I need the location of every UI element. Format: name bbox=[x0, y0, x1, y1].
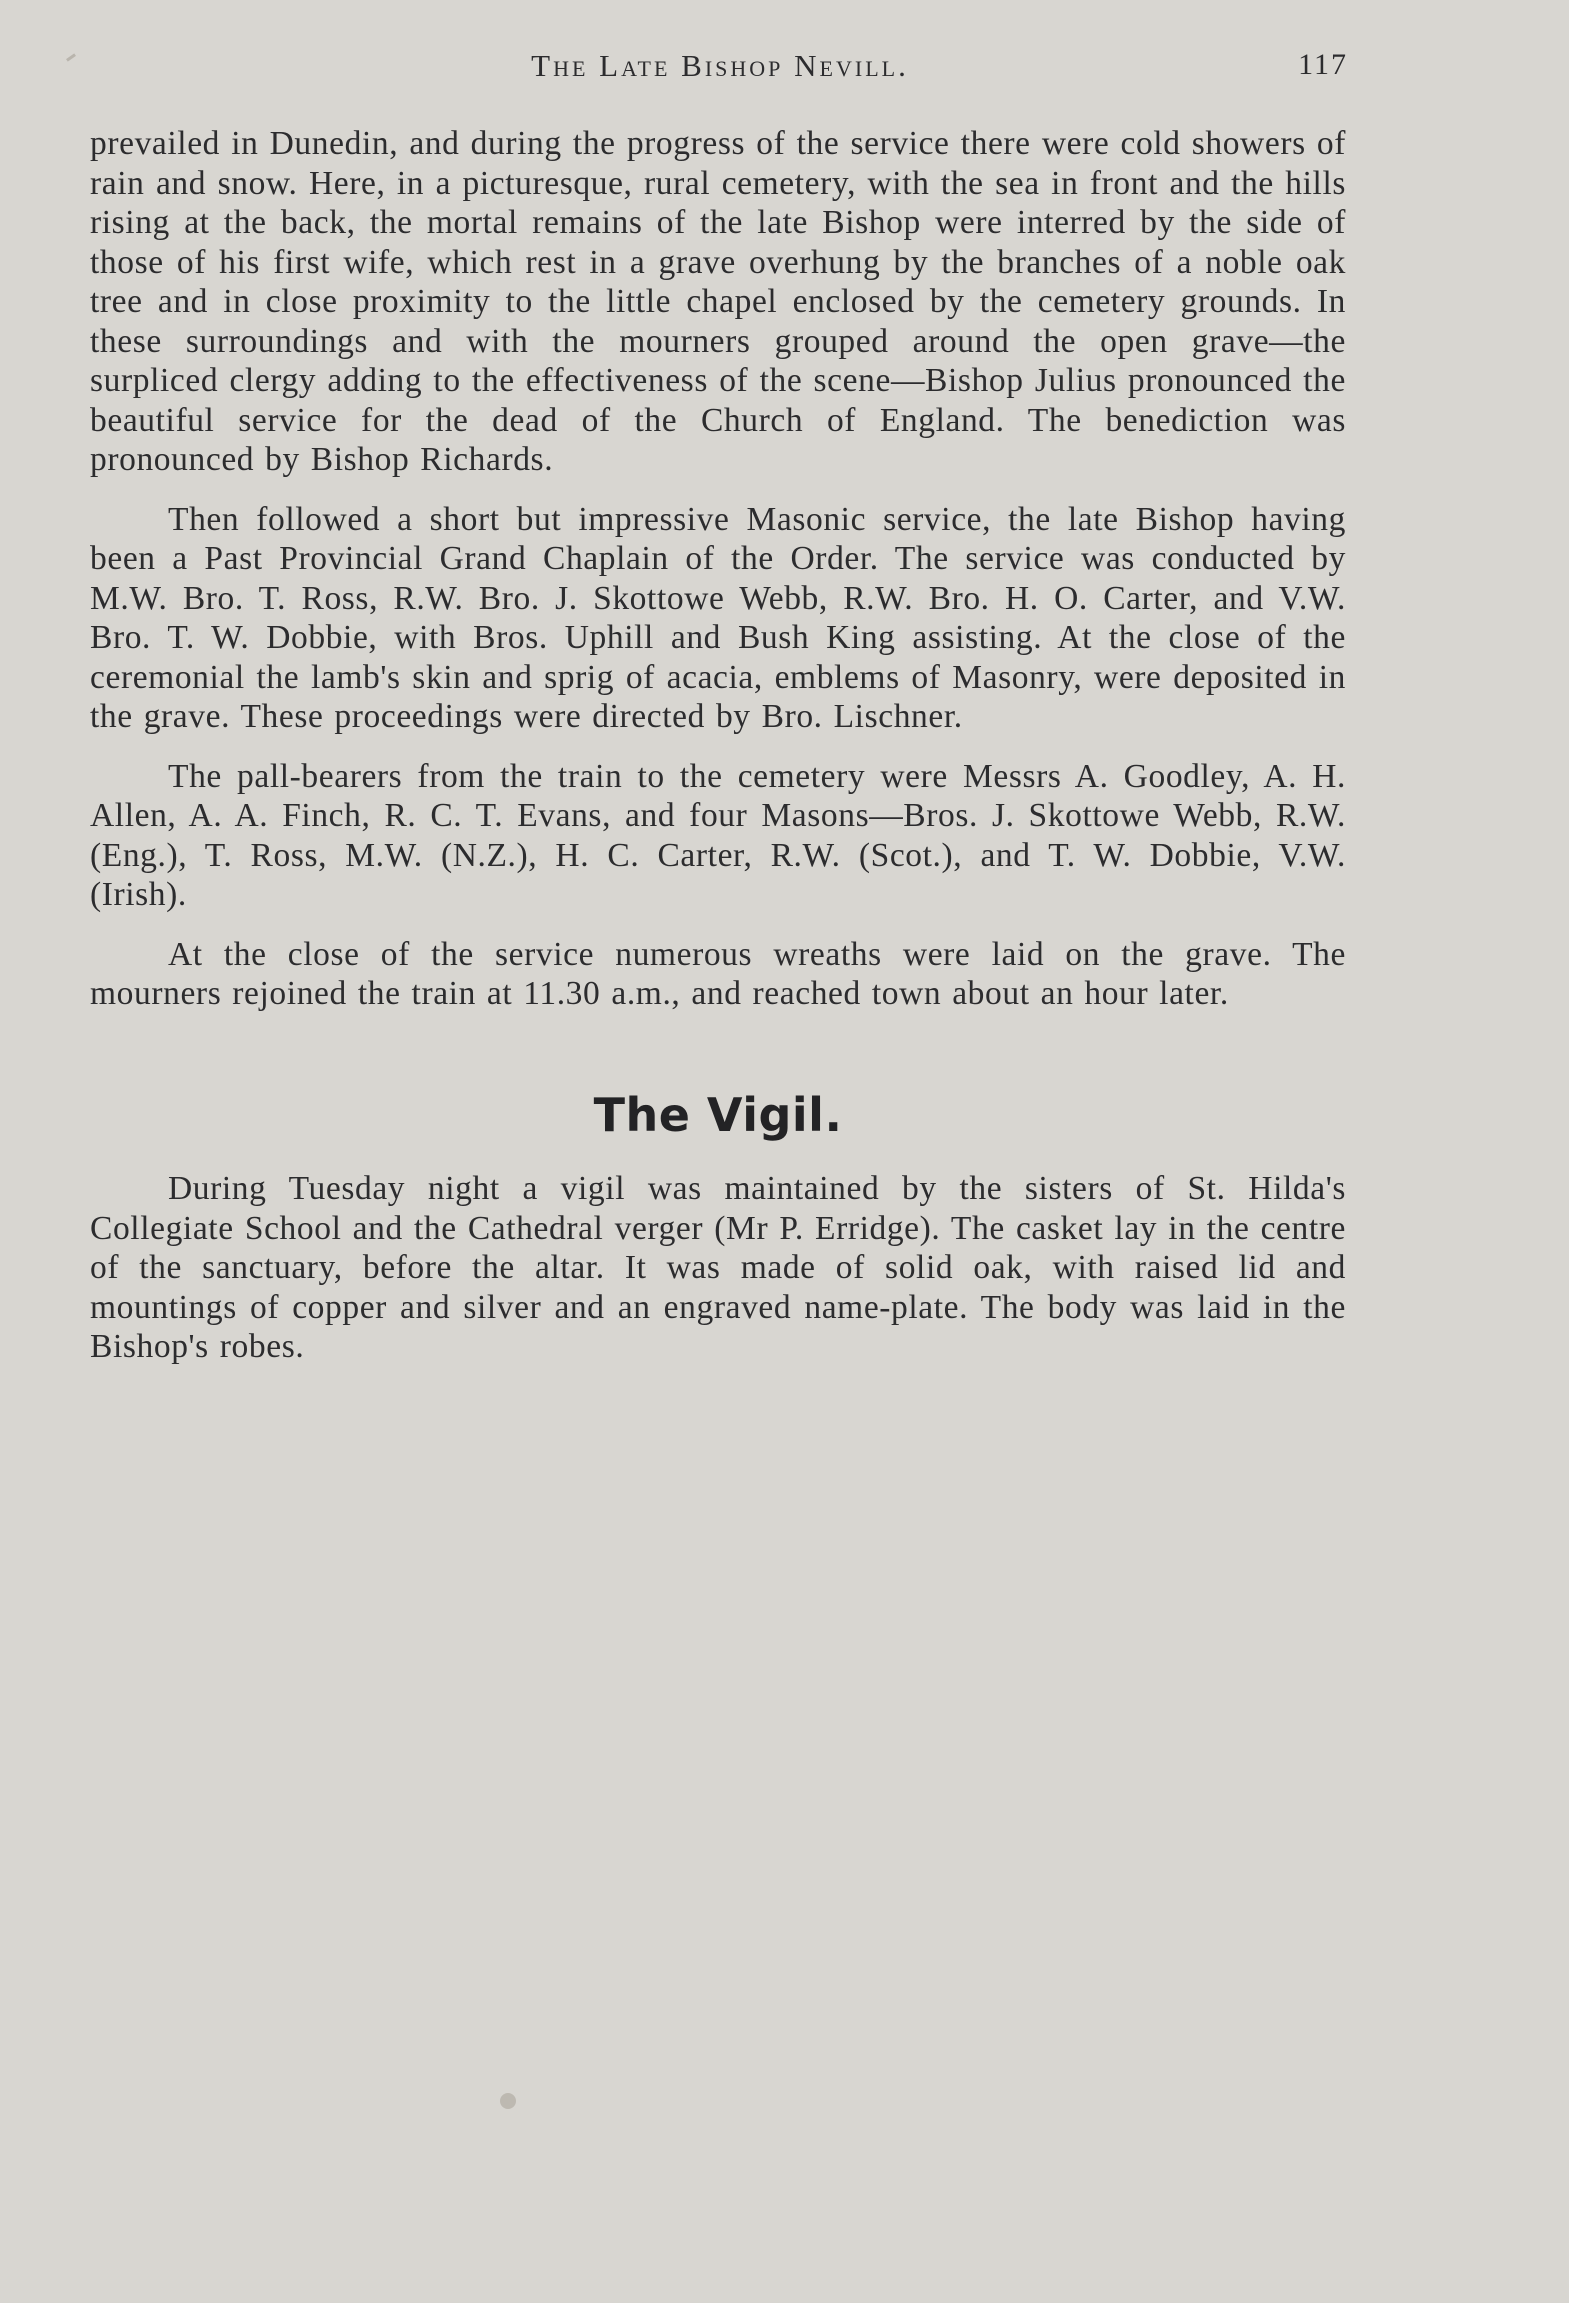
paragraph-vigil: During Tuesday night a vigil was maintained by the sisters of St. Hilda's Collegiate School and the Cathedral verger (Mr P. Erridge). The casket lay in the centre of the sanctuary, before the altar. It was made of solid oak, with raised lid and mountings of copper and silver and an engraved name-plate. The body was laid in the Bishop's robes. bbox=[90, 1170, 1346, 1365]
paper-speck bbox=[500, 2093, 516, 2109]
paragraph-pall-bearers: The pall-bearers from the train to the cemetery were Messrs A. Goodley, A. H. Allen, A. A. Finch, R. C. T. Evans, and four Masons—Bros. J. Skottowe Webb, R.W. (Eng.), T. Ross, M.W. (N.Z.), H. C. Carter, R.W. (Scot.), and T. W. Dobbie, V.W. (Irish). bbox=[90, 757, 1346, 913]
section-heading-vigil: The Vigil. bbox=[593, 1087, 843, 1142]
running-title: The Late Bishop Nevill. bbox=[531, 48, 909, 83]
paragraph-burial: prevailed in Dunedin, and during the progress of the service there were cold showers of rain and snow. Here, in a picturesque, rural cemetery, with the sea in front and the hills rising at the back, the mortal remains of the late Bishop were interred by the side of those of his first wife, which rest in a grave overhung by the branches of a noble oak tree and in close proximity to the little chapel enclosed by the cemetery grounds. In these surroundings and with the mourners grouped around the open grave—the surpliced clergy adding to the effectiveness of the scene—Bishop Julius pronounced the beautiful service for the dead of the Church of England. The benediction was pronounced by Bishop Richards. bbox=[90, 125, 1346, 478]
paragraph-wreaths: At the close of the service numerous wreaths were laid on the grave. The mourners rejoined the train at 11.30 a.m., and reached town about an hour later. bbox=[90, 935, 1346, 1012]
running-head bbox=[92, 48, 1348, 92]
paper-mark bbox=[66, 53, 76, 61]
page-number: 117 bbox=[1298, 48, 1348, 81]
paragraph-masonic-service: Then followed a short but impressive Masonic service, the late Bishop having been a Past Provincial Grand Chaplain of the Order. The service was conducted by M.W. Bro. T. Ross, R.W. Bro. J. Skottowe Webb, R.W. Bro. H. O. Carter, and V.W. Bro. T. W. Dobbie, with Bros. Uphill and Bush King assisting. At the close of the ceremonial the lamb's skin and sprig of acacia, emblems of Masonry, were deposited in the grave. These proceedings were directed by Bro. Lischner. bbox=[90, 500, 1346, 735]
body-text bbox=[90, 124, 1346, 1387]
